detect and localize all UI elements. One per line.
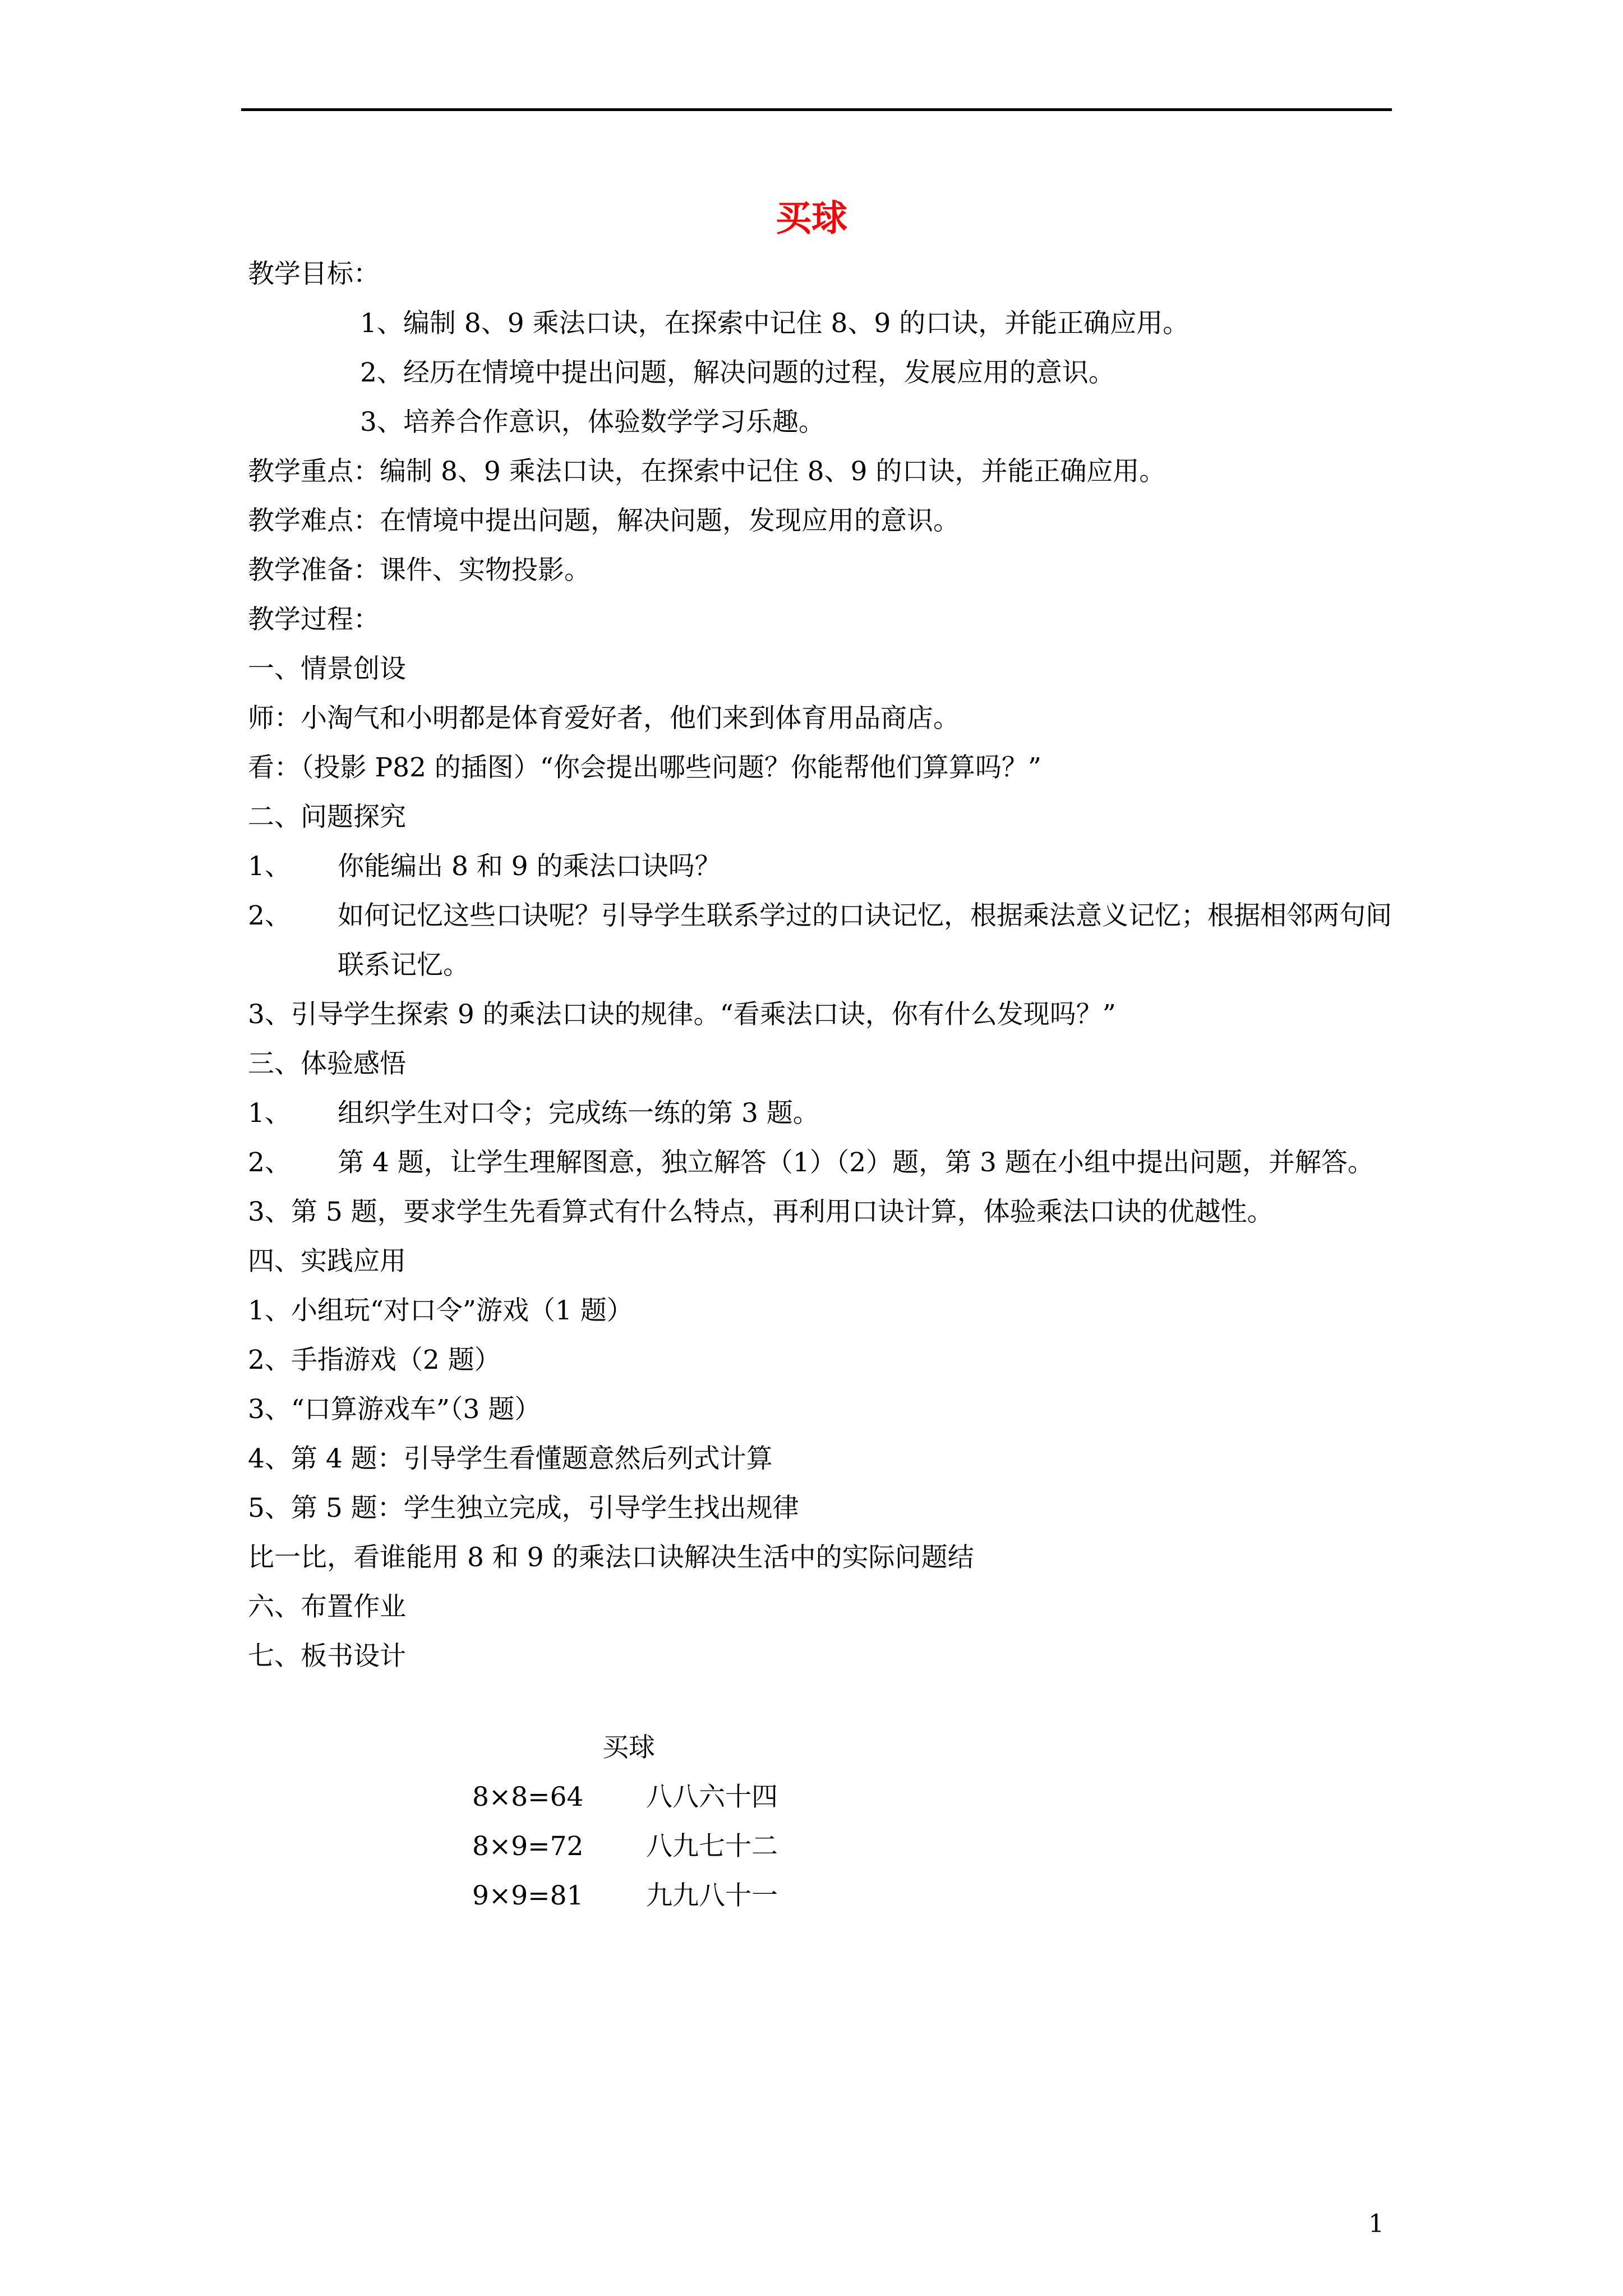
list-item-number: 2、 (248, 1147, 291, 1178)
key-points: 教学重点：编制 8、9 乘法口诀，在探索中记住 8、9 的口诀，并能正确应用。 (248, 456, 1166, 487)
section-heading: 一、情景创设 (248, 654, 406, 684)
objective-item: 3、培养合作意识，体验数学学习乐趣。 (360, 407, 825, 438)
list-item-text: 组织学生对口令；完成练一练的第 3 题。 (338, 1098, 819, 1129)
board-row (472, 1822, 778, 1871)
board-rhyme: 八八六十四 (646, 1782, 778, 1812)
paragraph: 比一比，看谁能用 8 和 9 的乘法口诀解决生活中的实际问题结 (248, 1542, 974, 1573)
list-item: 1、小组玩“对口令”游戏（1 题） (248, 1295, 633, 1326)
document-title: 买球 (776, 198, 847, 240)
board-row (472, 1773, 778, 1822)
list-item-number: 1、 (248, 1098, 291, 1129)
section-heading: 六、布置作业 (248, 1591, 406, 1622)
objectives-heading: 教学目标： (248, 259, 380, 289)
list-item: 4、第 4 题：引导学生看懂题意然后列式计算 (248, 1443, 773, 1474)
list-item (248, 1089, 1399, 1138)
difficulties: 教学难点：在情境中提出问题，解决问题，发现应用的意识。 (248, 505, 960, 536)
process-heading: 教学过程： (248, 604, 380, 635)
objective-item: 1、编制 8、9 乘法口诀，在探索中记住 8、9 的口诀，并能正确应用。 (360, 308, 1189, 339)
list-item (248, 842, 1399, 891)
board-title: 买球 (602, 1732, 655, 1763)
objective-item: 2、经历在情境中提出问题，解决问题的过程，发展应用的意识。 (360, 357, 1115, 388)
list-item (248, 891, 1399, 990)
board-equation: 9×9=81 (472, 1880, 584, 1911)
list-item: 2、手指游戏（2 题） (248, 1345, 501, 1375)
list-item-text: 你能编出 8 和 9 的乘法口诀吗？ (338, 851, 721, 882)
list-item: 3、第 5 题，要求学生先看算式有什么特点，再利用口诀计算，体验乘法口诀的优越性。 (248, 1197, 1274, 1227)
board-equation: 8×9=72 (472, 1831, 584, 1862)
paragraph: 看：（投影 P82 的插图）“你会提出哪些问题？你能帮他们算算吗？” (248, 752, 1041, 783)
document-body (248, 250, 1399, 1681)
list-item-number: 1、 (248, 851, 291, 882)
list-item (248, 1138, 1399, 1188)
preparation: 教学准备：课件、实物投影。 (248, 555, 591, 586)
section-heading: 三、体验感悟 (248, 1048, 406, 1079)
board-rhyme: 九九八十一 (646, 1880, 778, 1911)
list-item: 3、引导学生探索 9 的乘法口诀的规律。“看乘法口诀，你有什么发现吗？” (248, 999, 1116, 1030)
section-heading: 七、板书设计 (248, 1641, 406, 1672)
board-equation: 8×8=64 (472, 1782, 584, 1812)
paragraph: 师：小淘气和小明都是体育爱好者，他们来到体育用品商店。 (248, 703, 960, 734)
list-item-text: 第 4 题，让学生理解图意，独立解答（1）（2）题，第 3 题在小组中提出问题，并解答。 (338, 1147, 1374, 1178)
page-number: 1 (1368, 2210, 1384, 2238)
board-row (472, 1871, 778, 1921)
list-item: 3、“口算游戏车”（3 题） (248, 1394, 541, 1425)
section-heading: 二、问题探究 (248, 802, 406, 832)
header-rule (241, 108, 1392, 111)
list-item-text: 如何记忆这些口诀呢？引导学生联系学过的口诀记忆，根据乘法意义记忆；根据相邻两句间联系记忆。 (338, 900, 1392, 981)
list-item-number: 2、 (248, 900, 291, 931)
board-rhyme: 八九七十二 (646, 1831, 778, 1862)
section-heading: 四、实践应用 (248, 1246, 406, 1277)
list-item: 5、第 5 题：学生独立完成，引导学生找出规律 (248, 1493, 799, 1524)
